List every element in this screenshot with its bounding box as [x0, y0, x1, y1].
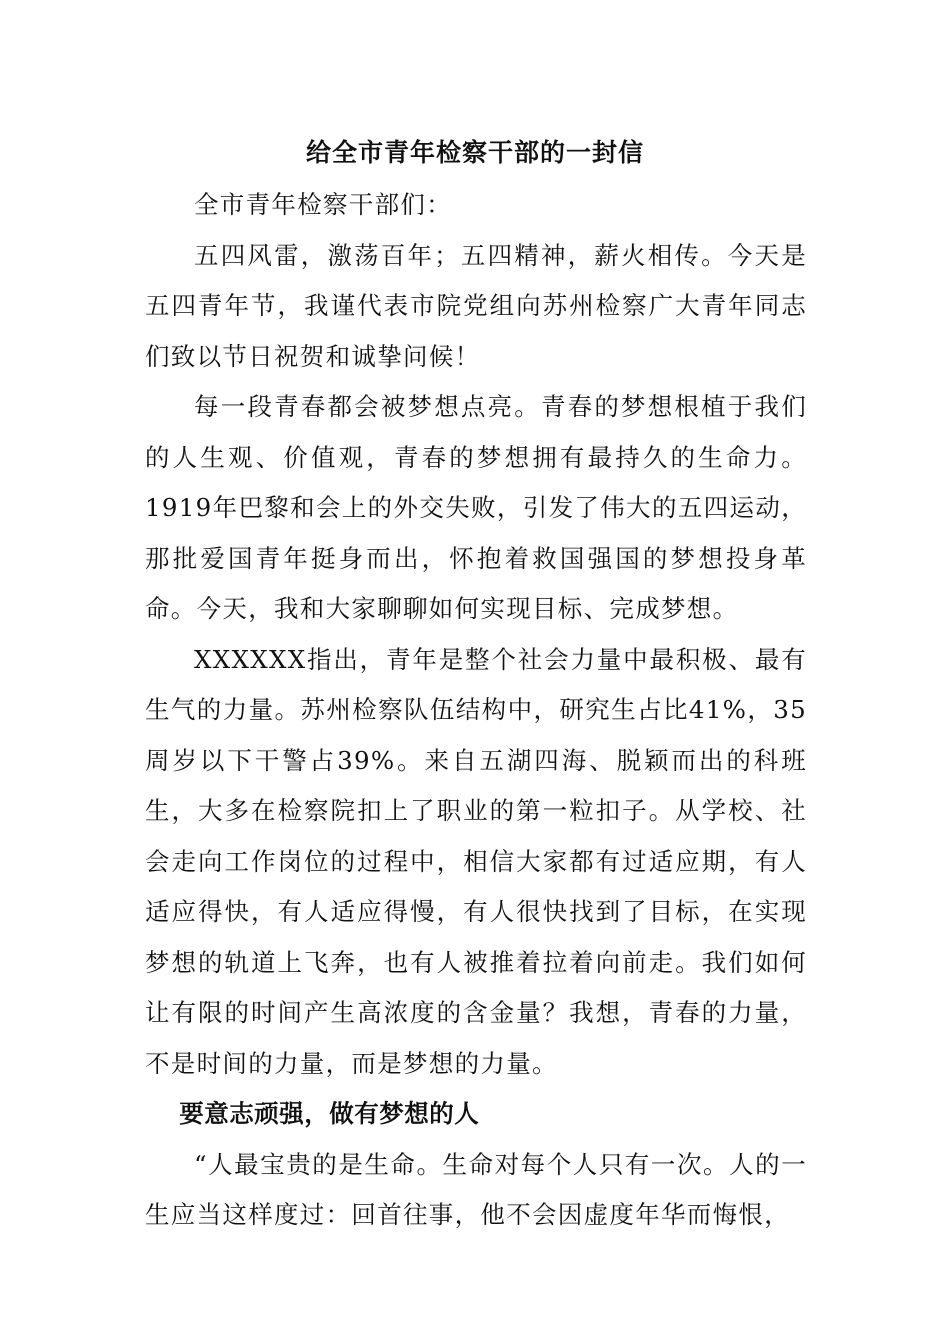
paragraph: 每一段青春都会被梦想点亮。青春的梦想根植于我们的人生观、价值观，青春的梦想拥有最持久的生命力。1919年巴黎和会上的外交失败，引发了伟大的五四运动，那批爱国青年挺身而出，怀抱着救国强国的梦想投身革命。今天，我和大家聊聊如何实现目标、完成梦想。 — [145, 392, 807, 623]
paragraph: 五四风雷，激荡百年；五四精神，薪火相传。今天是五四青年节，我谨代表市院党组向苏州检察广大青年同志们致以节日祝贺和诚挚问候！ — [145, 240, 807, 371]
document-body — [145, 180, 807, 1241]
section-heading: 要意志顽强，做有梦想的人 — [179, 1099, 480, 1128]
paragraph: XXXXXX指出，青年是整个社会力量中最积极、最有生气的力量。苏州检察队伍结构中，研究生占比41%，35周岁以下干警占39%。来自五湖四海、脱颖而出的科班生，大多在检察院扣上了职业的第一粒扣子。从学校、社会走向工作岗位的过程中，相信大家都有过适应期，有人适应得快，有人适应得慢，有人很快找到了目标，在实现梦想的轨道上飞奔，也有人被推着拉着向前走。我们如何让有限的时间产生高浓度的含金量？我想，青春的力量，不是时间的力量，而是梦想的力量。 — [145, 644, 807, 1078]
document-title: 给全市青年检察干部的一封信 — [305, 138, 644, 167]
salutation: 全市青年检察干部们： — [194, 190, 452, 219]
paragraph: “人最宝贵的是生命。生命对每个人只有一次。人的一生应当这样度过：回首往事，他不会因虚度年华而悔恨， — [145, 1149, 807, 1229]
